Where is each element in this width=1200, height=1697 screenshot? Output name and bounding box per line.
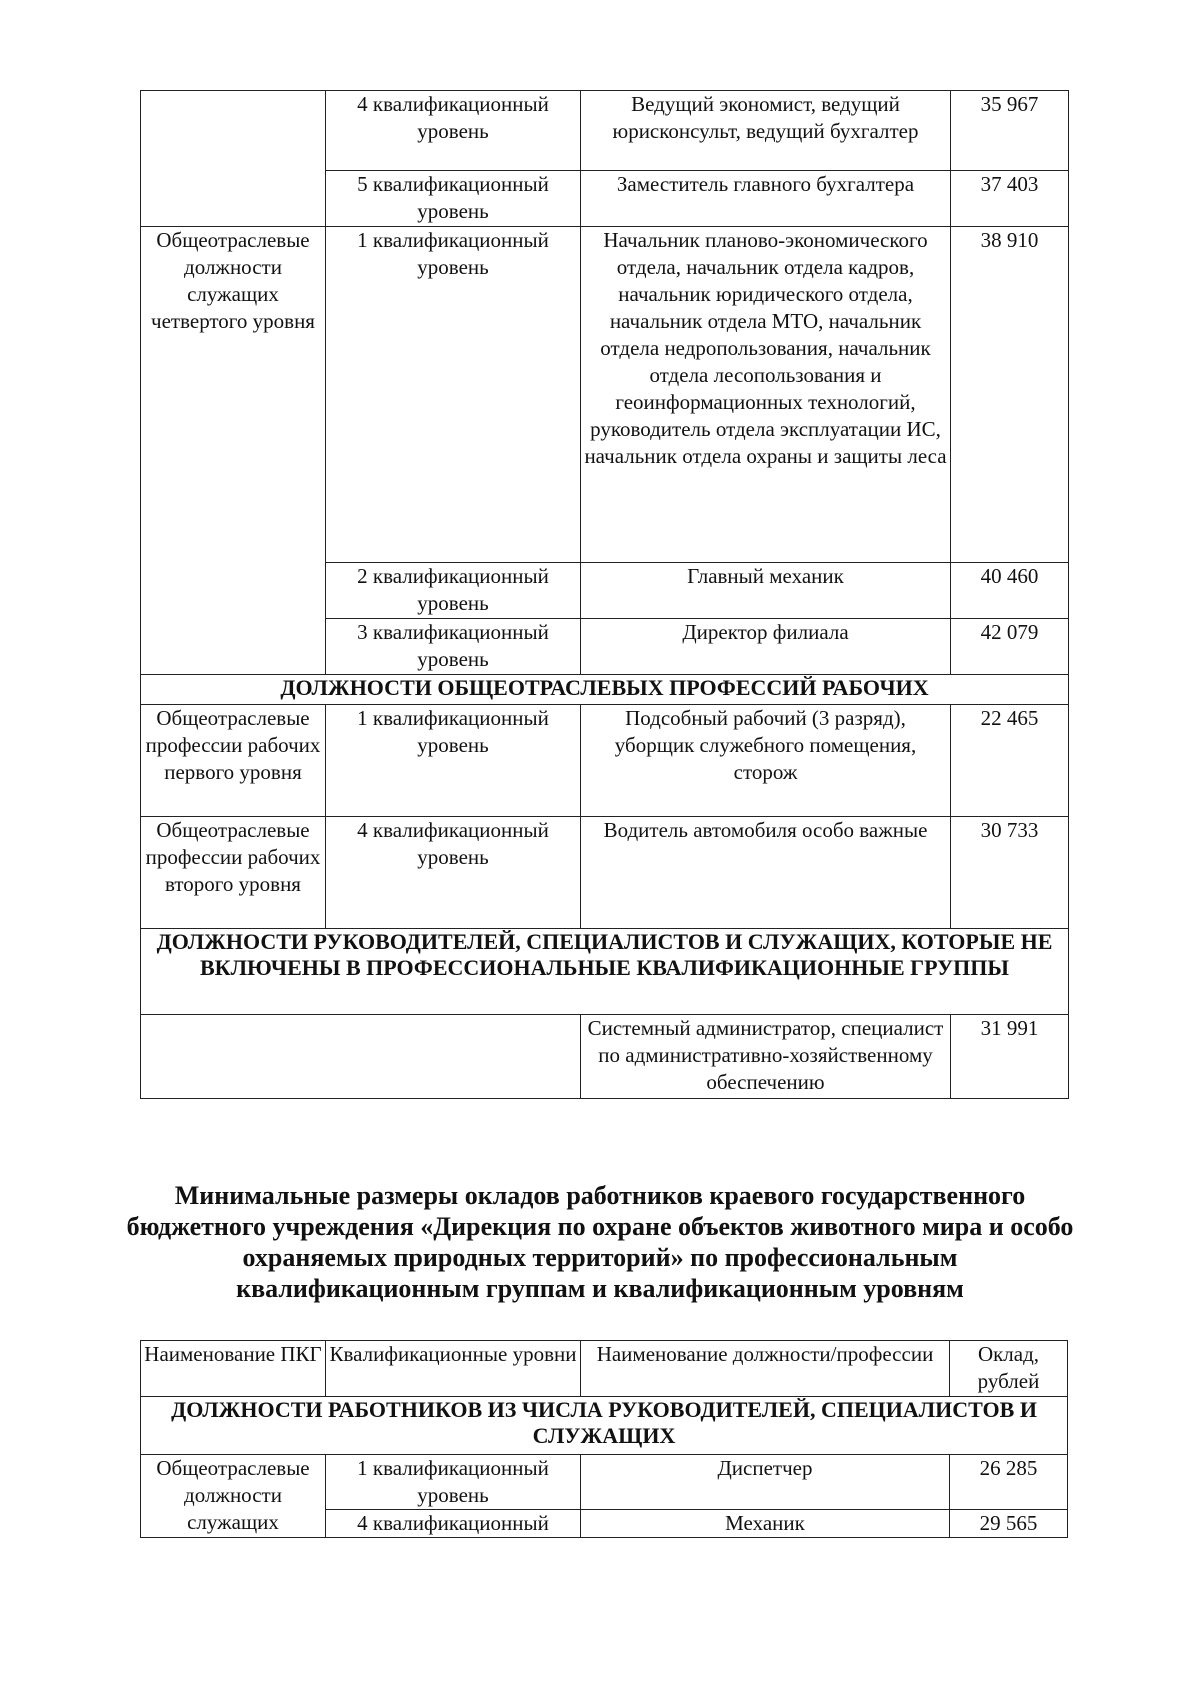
- salary-cell: 37 403: [951, 171, 1069, 227]
- level-cell: 5 квалификационный уровень: [326, 171, 581, 227]
- position-cell: Главный механик: [581, 563, 951, 619]
- header-pkg: Наименование ПКГ: [141, 1341, 326, 1397]
- level-cell: 4 квалификационный уровень: [326, 91, 581, 171]
- position-cell: Директор филиала: [581, 619, 951, 675]
- salary-cell: 29 565: [950, 1510, 1068, 1538]
- level-cell: 1 квалификационный уровень: [326, 705, 581, 817]
- table-row: [141, 705, 1069, 817]
- level-cell: 3 квалификационный уровень: [326, 619, 581, 675]
- section-title-workers: ДОЛЖНОСТИ ОБЩЕОТРАСЛЕВЫХ ПРОФЕССИЙ РАБОЧИХ: [141, 675, 1069, 705]
- salary-cell: 26 285: [950, 1455, 1068, 1510]
- header-levels: Квалификационные уровни: [326, 1341, 581, 1397]
- level-cell: 4 квалификационный уровень: [326, 817, 581, 929]
- salary-cell: 38 910: [951, 227, 1069, 563]
- position-cell: Начальник планово-экономического отдела, начальник отдела кадров, начальник юридического отдела, начальник отдела МТО, начальник отдела недропользования, начальник отдела лесопользования и геоинформационных технологий, руководитель отдела эксплуатации ИС, начальник отдела охраны и защиты леса: [581, 227, 951, 563]
- group-cell-empty: [141, 91, 326, 227]
- salary-table: [140, 1340, 1068, 1538]
- position-cell: Системный администратор, специалист по административно-хозяйственному обеспечению: [581, 1015, 951, 1099]
- section-title-other: ДОЛЖНОСТИ РУКОВОДИТЕЛЕЙ, СПЕЦИАЛИСТОВ И СЛУЖАЩИХ, КОТОРЫЕ НЕ ВКЛЮЧЕНЫ В ПРОФЕССИОНАЛЬНЫЕ КВАЛИФИКАЦИОННЫЕ ГРУППЫ: [141, 929, 1069, 1015]
- position-cell: Заместитель главного бухгалтера: [581, 171, 951, 227]
- group-cell: Общеотраслевые должности служащих: [141, 1455, 326, 1538]
- position-cell: Ведущий экономист, ведущий юрисконсульт, ведущий бухгалтер: [581, 91, 951, 171]
- position-cell: Водитель автомобиля особо важные: [581, 817, 951, 929]
- group-cell: Общеотраслевые профессии рабочих первого уровня: [141, 705, 326, 817]
- salary-cell: 35 967: [951, 91, 1069, 171]
- table-row: [141, 1455, 1068, 1510]
- table-row: [141, 817, 1069, 929]
- table-row: [141, 91, 1069, 171]
- salary-cell: 22 465: [951, 705, 1069, 817]
- header-row: [141, 1341, 1068, 1397]
- salary-cell: 42 079: [951, 619, 1069, 675]
- table-row: [141, 227, 1069, 563]
- position-cell: Подсобный рабочий (3 разряд), уборщик служебного помещения, сторож: [581, 705, 951, 817]
- group-cell-empty: [141, 1015, 581, 1099]
- table-row: [141, 1015, 1069, 1099]
- salary-table-continued: [140, 90, 1069, 1099]
- position-cell: Механик: [581, 1510, 950, 1538]
- level-cell: 4 квалификационный: [326, 1510, 581, 1538]
- position-cell: Диспетчер: [581, 1455, 950, 1510]
- section-row: [141, 675, 1069, 705]
- section-row: [141, 1397, 1068, 1455]
- header-position: Наименование должности/профессии: [581, 1341, 950, 1397]
- salary-cell: 30 733: [951, 817, 1069, 929]
- salary-cell: 40 460: [951, 563, 1069, 619]
- group-cell: Общеотраслевые профессии рабочих второго уровня: [141, 817, 326, 929]
- section-heading: Минимальные размеры окладов работников краевого государственного бюджетного учреждения «Дирекция по охране объектов животного мира и особо охраняемых природных территорий» по профессиональным квалификационным группам и квалификационным уровням: [126, 1181, 1074, 1303]
- section-title: ДОЛЖНОСТИ РАБОТНИКОВ ИЗ ЧИСЛА РУКОВОДИТЕЛЕЙ, СПЕЦИАЛИСТОВ И СЛУЖАЩИХ: [141, 1397, 1068, 1455]
- level-cell: 1 квалификационный уровень: [326, 1455, 581, 1510]
- level-cell: 1 квалификационный уровень: [326, 227, 581, 563]
- section-row: [141, 929, 1069, 1015]
- salary-cell: 31 991: [951, 1015, 1069, 1099]
- group-cell: Общеотраслевые должности служащих четвертого уровня: [141, 227, 326, 675]
- level-cell: 2 квалификационный уровень: [326, 563, 581, 619]
- header-salary: Оклад, рублей: [950, 1341, 1068, 1397]
